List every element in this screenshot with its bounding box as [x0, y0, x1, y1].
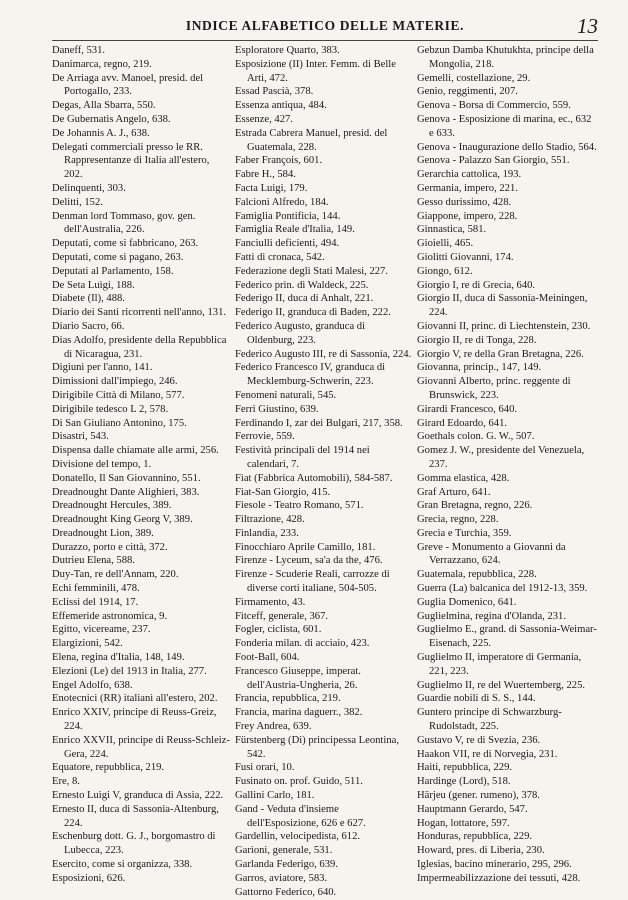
index-entry: Guglielmo E., grand. di Sassonia-Weimar-Eisenach, 225. [417, 624, 597, 650]
index-column-3 [417, 44, 598, 886]
index-entry: Dispensa dalle chiamate alle armi, 256. [52, 445, 219, 457]
index-entry: Fenomeni naturali, 545. [235, 389, 337, 401]
index-entry: Ferrovie, 559. [235, 431, 295, 443]
index-entry: Federico Augusto, granduca di Oldenburg, 223. [235, 320, 366, 346]
index-entry: Girardi Francesco, 640. [417, 403, 518, 415]
index-entry: Goethals colon. G. W., 507. [417, 431, 535, 443]
index-entry: Genova - Borsa di Commercio, 559. [417, 100, 571, 112]
index-entry: Esposizioni, 626. [52, 872, 126, 884]
index-entry: Francia, repubblica, 219. [235, 693, 341, 705]
index-entry: Delitti, 152. [52, 196, 103, 208]
index-entry: Danimarca, regno, 219. [52, 58, 152, 70]
index-entry: Ferri Giustino, 639. [235, 403, 319, 415]
index-entry: Elezioni (Le) del 1913 in Italia, 277. [52, 665, 207, 677]
index-entry: Dirigibile Città di Milano, 577. [52, 389, 185, 401]
index-entry: Daneff, 531. [52, 45, 106, 56]
index-entry: Delegati commerciali presso le RR. Rappresentanze di Italia all'estero, 202. [52, 141, 210, 181]
index-entry: Fusi orari, 10. [235, 762, 295, 774]
index-entry: Filtrazione, 428. [235, 514, 305, 526]
index-entry: Facta Luigi, 179. [235, 182, 308, 194]
index-entry: Fiat (Fabbrica Automobili), 584-587. [235, 472, 393, 484]
index-entry: Fabre H., 584. [235, 169, 296, 181]
index-entry: Effemeride astronomica, 9. [52, 610, 168, 622]
header-rule [52, 40, 598, 41]
index-entry: Guglielmo II, re del Wuertemberg, 225. [417, 679, 586, 691]
index-entry: De Gubernatis Angelo, 638. [52, 113, 171, 125]
index-entry: Degas, Alla Sbarra, 550. [52, 100, 156, 112]
index-entry: Fiat-San Giorgio, 415. [235, 486, 331, 498]
index-entry: Di San Giuliano Antonino, 175. [52, 417, 187, 429]
index-entry: Dreadnought King Georg V, 389. [52, 514, 193, 526]
index-entry: Federico Francesco IV, granduca di Mecklemburg-Schwerin, 223. [235, 362, 386, 388]
index-entry: Gesso durissimo, 428. [417, 196, 512, 208]
index-entry: Garlanda Federigo, 639. [235, 859, 338, 871]
index-entry: Gattorno Federico, 640. [235, 886, 337, 898]
index-entry: Giorgio II, duca di Sassonia-Meiningen, 224. [417, 293, 588, 319]
index-entry: Iglesias, bacino minerario, 295, 296. [417, 859, 572, 871]
index-entry: Egitto, vicereame, 237. [52, 624, 151, 636]
index-entry: Deputati, come si pagano, 263. [52, 251, 184, 263]
index-entry: Esploratore Quarto, 383. [235, 45, 340, 56]
index-entry: Gioielli, 465. [417, 238, 474, 250]
index-entry: Guardie nobili di S. S., 144. [417, 693, 536, 705]
index-entry: Federazione degli Stati Malesi, 227. [235, 265, 388, 277]
index-entry: Guglielmina, regina d'Olanda, 231. [417, 610, 567, 622]
index-entry: De Arriaga avv. Manoel, presid. del Portogallo, 233. [52, 72, 204, 98]
index-entry: Hardinge (Lord), 518. [417, 776, 511, 788]
index-entry: Enotecnici (RR) italiani all'estero, 202. [52, 693, 218, 705]
index-entry: Estrada Cabrera Manuel, presid. del Guatemala, 228. [235, 127, 388, 153]
index-entry: De Johannis A. J., 638. [52, 127, 150, 139]
index-entry: Genova - Inaugurazione dello Stadio, 564. [417, 141, 597, 153]
index-entry: Federico prin. di Waldeck, 225. [235, 279, 369, 291]
index-entry: Gand - Veduta d'insieme dell'Esposizione, 626 e 627. [235, 803, 366, 829]
index-entry: Deputati al Parlamento, 158. [52, 265, 174, 277]
index-entry: Guglia Domenico, 641. [417, 596, 517, 608]
index-entry: Härjeu (gener. rumeno), 378. [417, 790, 540, 802]
index-entry: Germania, impero, 221. [417, 182, 518, 194]
index-entry: Firenze - Scuderie Reali, carrozze di diverse corti italiane, 504-505. [235, 569, 390, 595]
index-entry: Famiglia Pontificia, 144. [235, 210, 341, 222]
index-entry: Genova - Palazzo San Giorgio, 551. [417, 155, 570, 167]
index-entry: Fogler, ciclista, 601. [235, 624, 322, 636]
index-entry: Enrico XXVII, principe di Reuss-Schleiz-Gera, 224. [52, 734, 230, 760]
index-entry: Finocchiaro Aprile Camillo, 181. [235, 541, 376, 553]
index-entry: Francia, marina daguerr., 382. [235, 707, 363, 719]
index-entry: Eschenburg dott. G. J., borgomastro di Lubecca, 223. [52, 831, 216, 857]
index-entry: Ferdinando I, zar dei Bulgari, 217, 358. [235, 417, 403, 429]
index-entry: Firenze - Lyceum, sa'a da the, 476. [235, 555, 383, 567]
index-entry: Essad Pascià, 378. [235, 86, 314, 98]
index-entry: Guglielmo II, imperatore di Germania, 221, 223. [417, 652, 582, 677]
index-entry: Elargizioni, 542. [52, 638, 123, 650]
index-entry: Dirigibile tedesco L 2, 578. [52, 403, 169, 415]
index-entry: Esposizione (II) Inter. Femm. di Belle Arti, 472. [235, 58, 396, 84]
index-entry: Fatti di cronaca, 542. [235, 251, 325, 263]
index-entry: Faber François, 601. [235, 155, 323, 167]
index-entry: Gerarchia cattolica, 193. [417, 169, 522, 181]
index-column-1 [52, 44, 230, 886]
index-entry: Finlandia, 233. [235, 527, 299, 539]
index-entry: Equatore, repubblica, 219. [52, 762, 165, 774]
index-entry: Grecia, regno, 228. [417, 514, 499, 526]
index-entry: Honduras, repubblica, 229. [417, 831, 533, 843]
index-entry: Ernesto II, duca di Sassonia-Altenburg, 224. [52, 803, 219, 829]
index-entry: Giorgio II, re di Tonga, 228. [417, 334, 537, 346]
index-entry: Denman lord Tommaso, gov. gen. dell'Australia, 226. [52, 210, 196, 236]
index-entry: Frey Andrea, 639. [235, 721, 312, 733]
index-entry: Giongo, 612. [417, 265, 473, 277]
index-entry: Disastri, 543. [52, 431, 109, 443]
index-entry: Giovanni Alberto, princ. reggente di Brunswick, 223. [417, 376, 571, 401]
index-entry: Gallini Carlo, 181. [235, 790, 315, 802]
index-entry: Guntero principe di Schwarzburg-Rudolstadt, 225. [417, 707, 562, 733]
index-entry: Haiti, repubblica, 229. [417, 762, 513, 774]
index-entry: Genova - Esposizione di marina, ec., 632 e 633. [417, 113, 592, 139]
index-entry: Esercito, come si organizza, 338. [52, 859, 193, 871]
index-entry: Federico Augusto III, re di Sassonia, 224. [235, 348, 412, 360]
index-entry: Fürstenberg (Di) principessa Leontina, 542. [235, 734, 399, 760]
index-entry: Gomez J. W., presidente del Venezuela, 237. [417, 445, 585, 470]
index-entry: Fiesole - Teatro Romano, 571. [235, 500, 364, 512]
index-entry: Delinquenti, 303. [52, 182, 126, 194]
index-entry: Hogan, lottatore, 597. [417, 817, 510, 829]
index-entry: Fanciulli deficienti, 494. [235, 238, 340, 250]
index-entry: Garioni, generale, 531. [235, 845, 333, 857]
index-entry: Giolitti Giovanni, 174. [417, 251, 514, 263]
index-entry: Federigo II, duca di Anhalt, 221. [235, 293, 374, 305]
index-entry: Howard, pres. di Liberia, 230. [417, 845, 545, 857]
index-entry: Giappone, impero, 228. [417, 210, 518, 222]
index-entry: Diabete (Il), 488. [52, 293, 125, 305]
index-entry: Haakon VII, re di Norvegia, 231. [417, 748, 558, 760]
index-entry: Garros, aviatore, 583. [235, 872, 328, 884]
index-entry: Divisione del tempo, 1. [52, 458, 152, 470]
index-entry: Dutrieu Elena, 588. [52, 555, 135, 567]
index-entry: Donatello, Il San Giovannino, 551. [52, 472, 201, 484]
index-entry: Giovanni II, princ. di Liechtenstein, 230. [417, 320, 591, 332]
index-entry: Falcioni Alfredo, 184. [235, 196, 329, 208]
index-entry: Gemelli, costellazione, 29. [417, 72, 531, 84]
page-title: INDICE ALFABETICO DELLE MATERIE. [185, 18, 465, 33]
index-entry: Enrico XXIV, principe di Reuss-Greiz, 224. [52, 707, 217, 733]
index-entry: Gustavo V, re di Svezia, 236. [417, 734, 541, 746]
index-entry: Fitceff, generale, 367. [235, 610, 329, 622]
index-entry: Diario dei Santi ricorrenti nell'anno, 131. [52, 307, 227, 319]
index-entry: Essenza antiqua, 484. [235, 100, 327, 112]
index-entry: Eclissi del 1914, 17. [52, 596, 139, 608]
index-entry: Gardellin, velocipedista, 612. [235, 831, 361, 843]
index-entry: Echi femminili, 478. [52, 583, 140, 595]
index-entry: Genio, reggimenti, 207. [417, 86, 518, 98]
index-entry: Engel Adolfo, 638. [52, 679, 133, 691]
index-entry: Durazzo, porto e città, 372. [52, 541, 168, 553]
index-entry: Giovanna, princip., 147, 149. [417, 362, 542, 374]
index-entry: Dimissioni dall'impiego, 246. [52, 376, 178, 388]
index-entry: Digiuni per l'anno, 141. [52, 362, 153, 374]
index-entry: Gran Bretagna, regno, 226. [417, 500, 533, 512]
index-column-2 [235, 44, 413, 899]
index-entry: Giorgio V, re della Gran Bretagna, 226. [417, 348, 584, 360]
index-entry: Famiglia Reale d'Italia, 149. [235, 224, 355, 236]
index-entry: Essenze, 427. [235, 113, 293, 125]
index-entry: Diario Sacro, 66. [52, 320, 125, 332]
index-entry: Firmamento, 43. [235, 596, 306, 608]
index-entry: Dias Adolfo, presidente della Repubblica di Nicaragua, 231. [52, 334, 227, 360]
index-entry: Festività principali del 1914 nei calendari, 7. [235, 445, 370, 470]
index-entry: Deputati, come si fabbricano, 263. [52, 238, 199, 250]
index-entry: Impermeabilizzazione dei tessuti, 428. [417, 872, 581, 884]
index-entry: Graf Arturo, 641. [417, 486, 491, 498]
index-entry: Guerra (La) balcanica del 1912-13, 359. [417, 583, 588, 595]
index-entry: Duy-Tan, re dell'Annam, 220. [52, 569, 179, 581]
index-entry: Ere, 8. [52, 776, 80, 788]
index-entry: Fonderia milan. di acciaio, 423. [235, 638, 370, 650]
index-entry: Dreadnought Lion, 389. [52, 527, 154, 539]
index-entry: Grecia e Turchia, 359. [417, 527, 512, 539]
page-header [52, 14, 598, 40]
index-entry: Dreadnought Hercules, 389. [52, 500, 172, 512]
index-entry: Greve - Monumento a Giovanni da Verrazzano, 624. [417, 541, 566, 567]
index-entry: Francesco Giuseppe, imperat. dell'Austria-Ungheria, 26. [235, 665, 361, 691]
index-entry: Hauptmann Gerardo, 547. [417, 803, 528, 815]
index-entry: Girard Edoardo, 641. [417, 417, 508, 429]
index-entry: De Seta Luigi, 188. [52, 279, 135, 291]
index-entry: Gomma elastica, 428. [417, 472, 510, 484]
index-entry: Guatemala, repubblica, 228. [417, 569, 537, 581]
index-entry: Dreadnought Dante Alighieri, 383. [52, 486, 200, 498]
index-entry: Fusinato on. prof. Guido, 511. [235, 776, 363, 788]
index-entry: Gebzun Damba Khutukhta, principe della Mongolia, 218. [417, 45, 594, 70]
index-entry: Foot-Ball, 604. [235, 652, 300, 664]
index-entry: Ginnastica, 581. [417, 224, 487, 236]
page-number: 13 [577, 14, 598, 38]
index-entry: Giorgio I, re di Grecia, 640. [417, 279, 536, 291]
index-entry: Elena, regina d'Italia, 148, 149. [52, 652, 185, 664]
index-entry: Ernesto Luigi V, granduca di Assia, 222. [52, 790, 224, 802]
index-entry: Federigo II, granduca di Baden, 222. [235, 307, 391, 319]
